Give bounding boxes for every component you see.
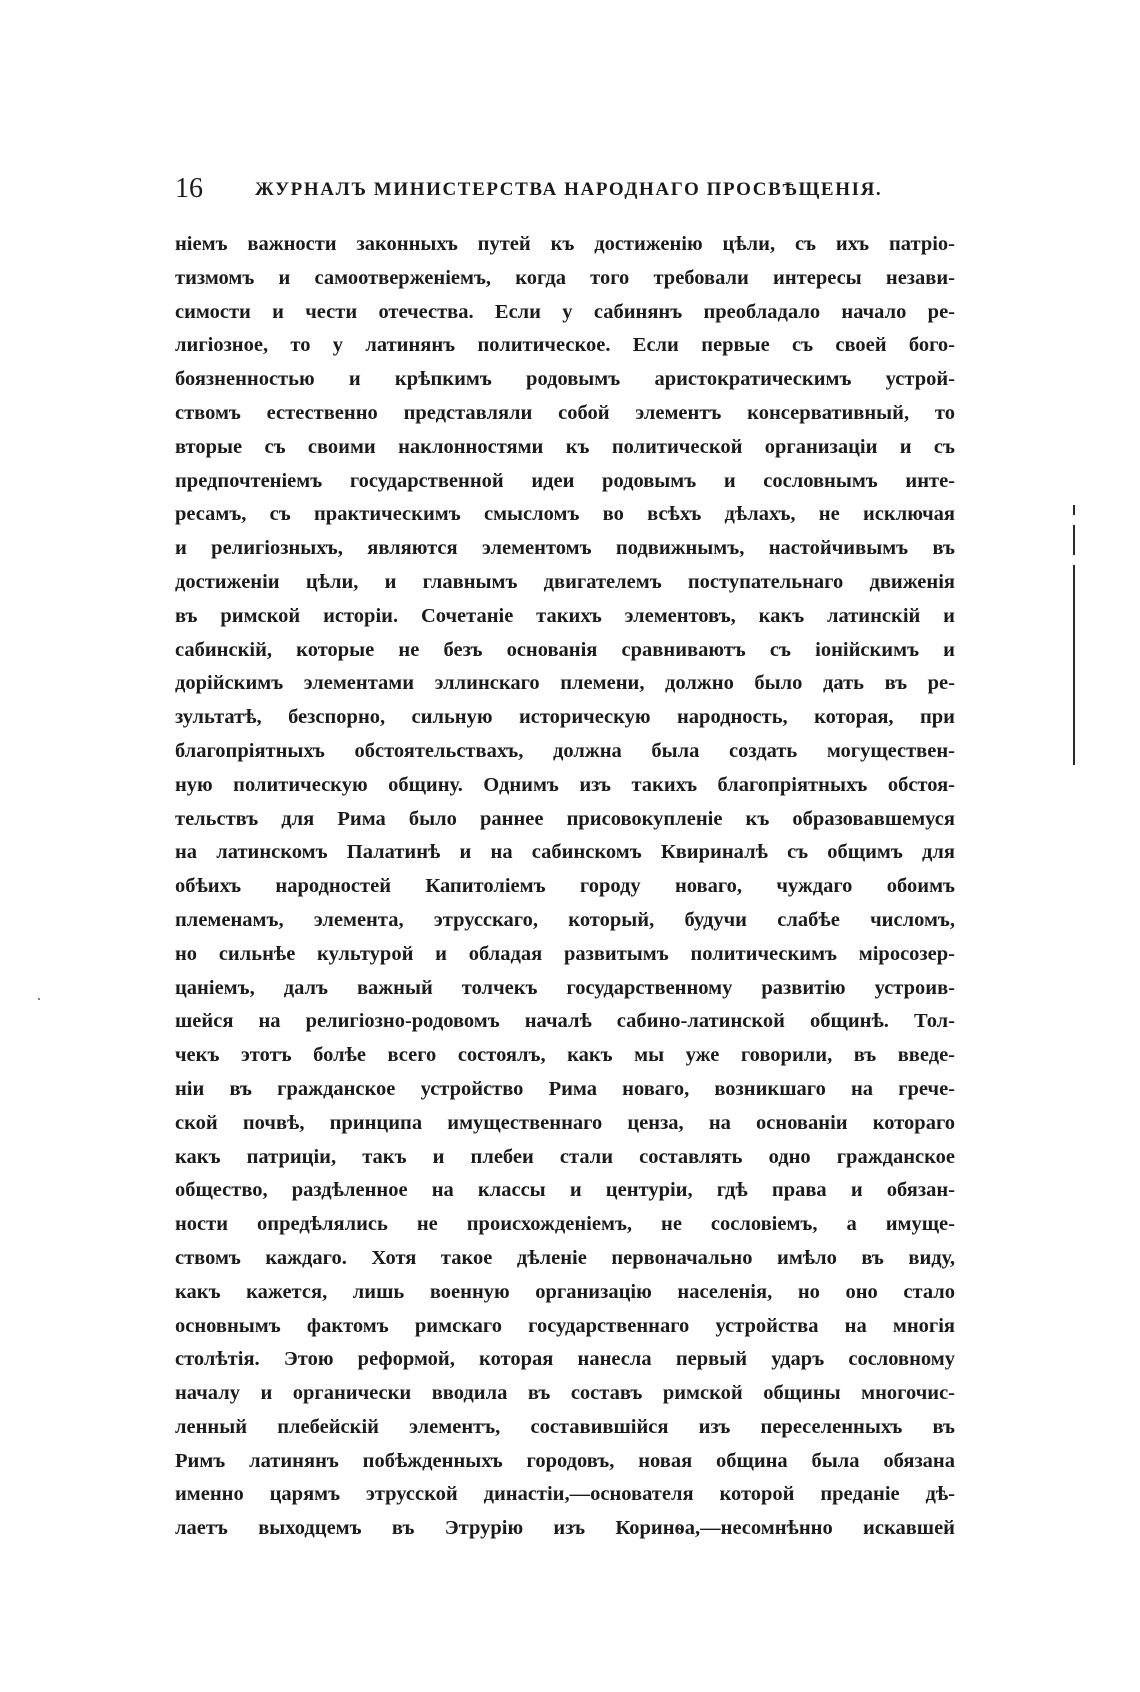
text-line: симости и чести отечества. Если у сабинянъ преобладало начало ре- [175, 300, 955, 323]
text-line: достиженіи цѣли, и главнымъ двигателемъ поступательнаго движенія [175, 570, 955, 593]
body-text [175, 228, 955, 1546]
text-line: боязненностью и крѣпкимъ родовымъ аристократическимъ устрой- [175, 368, 955, 391]
text-line: именно царямъ этрусской династіи,—основателя которой преданіе дѣ- [175, 1483, 955, 1506]
text-line: Римъ латинянъ побѣжденныхъ городовъ, новая община была обязана [175, 1449, 955, 1472]
text-line: ніи въ гражданское устройство Рима новаго, возникшаго на грече- [175, 1077, 955, 1100]
page-number: 16 [175, 173, 203, 204]
text-line: на латинскомъ Палатинѣ и на сабинскомъ Квириналѣ съ общимъ для [175, 841, 955, 864]
text-line: цаніемъ, далъ важный толчекъ государственному развитію устроив- [175, 976, 955, 999]
text-line: обѣихъ народностей Капитоліемъ городу новаго, чуждаго обоимъ [175, 875, 955, 898]
running-header [175, 172, 950, 206]
text-line: но сильнѣе культурой и обладая развитымъ политическимъ міросозер- [175, 942, 955, 965]
text-line: благопріятныхъ обстоятельствахъ, должна была создать могуществен- [175, 739, 955, 762]
text-line: основнымъ фактомъ римскаго государственнаго устройства на многія [175, 1314, 955, 1337]
scan-speck [38, 998, 40, 1000]
text-line: тизмомъ и самоотверженіемъ, когда того требовали интересы незави- [175, 266, 955, 289]
text-line: предпочтеніемъ государственной идеи родовымъ и сословнымъ инте- [175, 469, 955, 492]
journal-title: ЖУРНАЛЪ МИНИСТЕРСТВА НАРОДНАГО ПРОСВѢЩЕНІЯ. [255, 179, 883, 200]
text-line: въ римской исторіи. Сочетаніе такихъ элементовъ, какъ латинскій и [175, 604, 955, 627]
text-line: какъ кажется, лишь военную организацію населенія, но оно стало [175, 1280, 955, 1303]
text-line: и религіозныхъ, являются элементомъ подвижнымъ, настойчивымъ въ [175, 537, 955, 560]
text-line: тельствъ для Рима было раннее присовокупленіе къ образовавшемуся [175, 807, 955, 830]
text-line: зультатѣ, безспорно, сильную историческую народность, которая, при [175, 706, 955, 729]
text-line: какъ патриціи, такъ и плебеи стали составлять одно гражданское [175, 1145, 955, 1168]
margin-scan-mark [1073, 565, 1075, 765]
text-line: вторые съ своими наклонностями къ политической организаціи и съ [175, 435, 955, 458]
text-line: началу и органически вводила въ составъ римской общины многочис- [175, 1382, 955, 1405]
text-line: ствомъ естественно представляли собой элементъ консервативный, то [175, 401, 955, 424]
text-line: ствомъ каждаго. Хотя такое дѣленіе первоначально имѣло въ виду, [175, 1246, 955, 1269]
text-line: племенамъ, элемента, этрусскаго, который, будучи слабѣе числомъ, [175, 908, 955, 931]
text-line: шейся на религіозно-родовомъ началѣ сабино-латинской общинѣ. Тол- [175, 1010, 955, 1033]
text-line: общество, раздѣленное на классы и центуріи, гдѣ права и обязан- [175, 1179, 955, 1202]
margin-scan-mark [1073, 525, 1075, 555]
text-line: ской почвѣ, принципа имущественнаго ценза, на основаніи котораго [175, 1111, 955, 1134]
text-line: лаетъ выходцемъ въ Этрурію изъ Коринѳа,—несомнѣнно искавшей [175, 1517, 955, 1540]
text-line: ресамъ, съ практическимъ смысломъ во всѣхъ дѣлахъ, не исключая [175, 503, 955, 526]
text-line: ленный плебейскій элементъ, составившійся изъ переселенныхъ въ [175, 1415, 955, 1438]
text-line: ности опредѣлялись не происхожденіемъ, не сословіемъ, а имуще- [175, 1213, 955, 1236]
margin-scan-mark [1073, 505, 1075, 515]
text-line: дорійскимъ элементами эллинскаго племени, должно было дать въ ре- [175, 672, 955, 695]
text-line: ніемъ важности законныхъ путей къ достиженію цѣли, съ ихъ патріо- [175, 233, 955, 255]
text-line: ную политическую общину. Однимъ изъ такихъ благопріятныхъ обстоя- [175, 773, 955, 796]
text-line: чекъ этотъ болѣе всего состоялъ, какъ мы уже говорили, въ введе- [175, 1044, 955, 1067]
text-line: сабинскій, которые не безъ основанія сравниваютъ съ іонійскимъ и [175, 638, 955, 661]
text-line: лигіозное, то у латинянъ политическое. Если первые съ своей бого- [175, 334, 955, 357]
text-line: столѣтія. Этою реформой, которая нанесла первый ударъ сословному [175, 1348, 955, 1371]
